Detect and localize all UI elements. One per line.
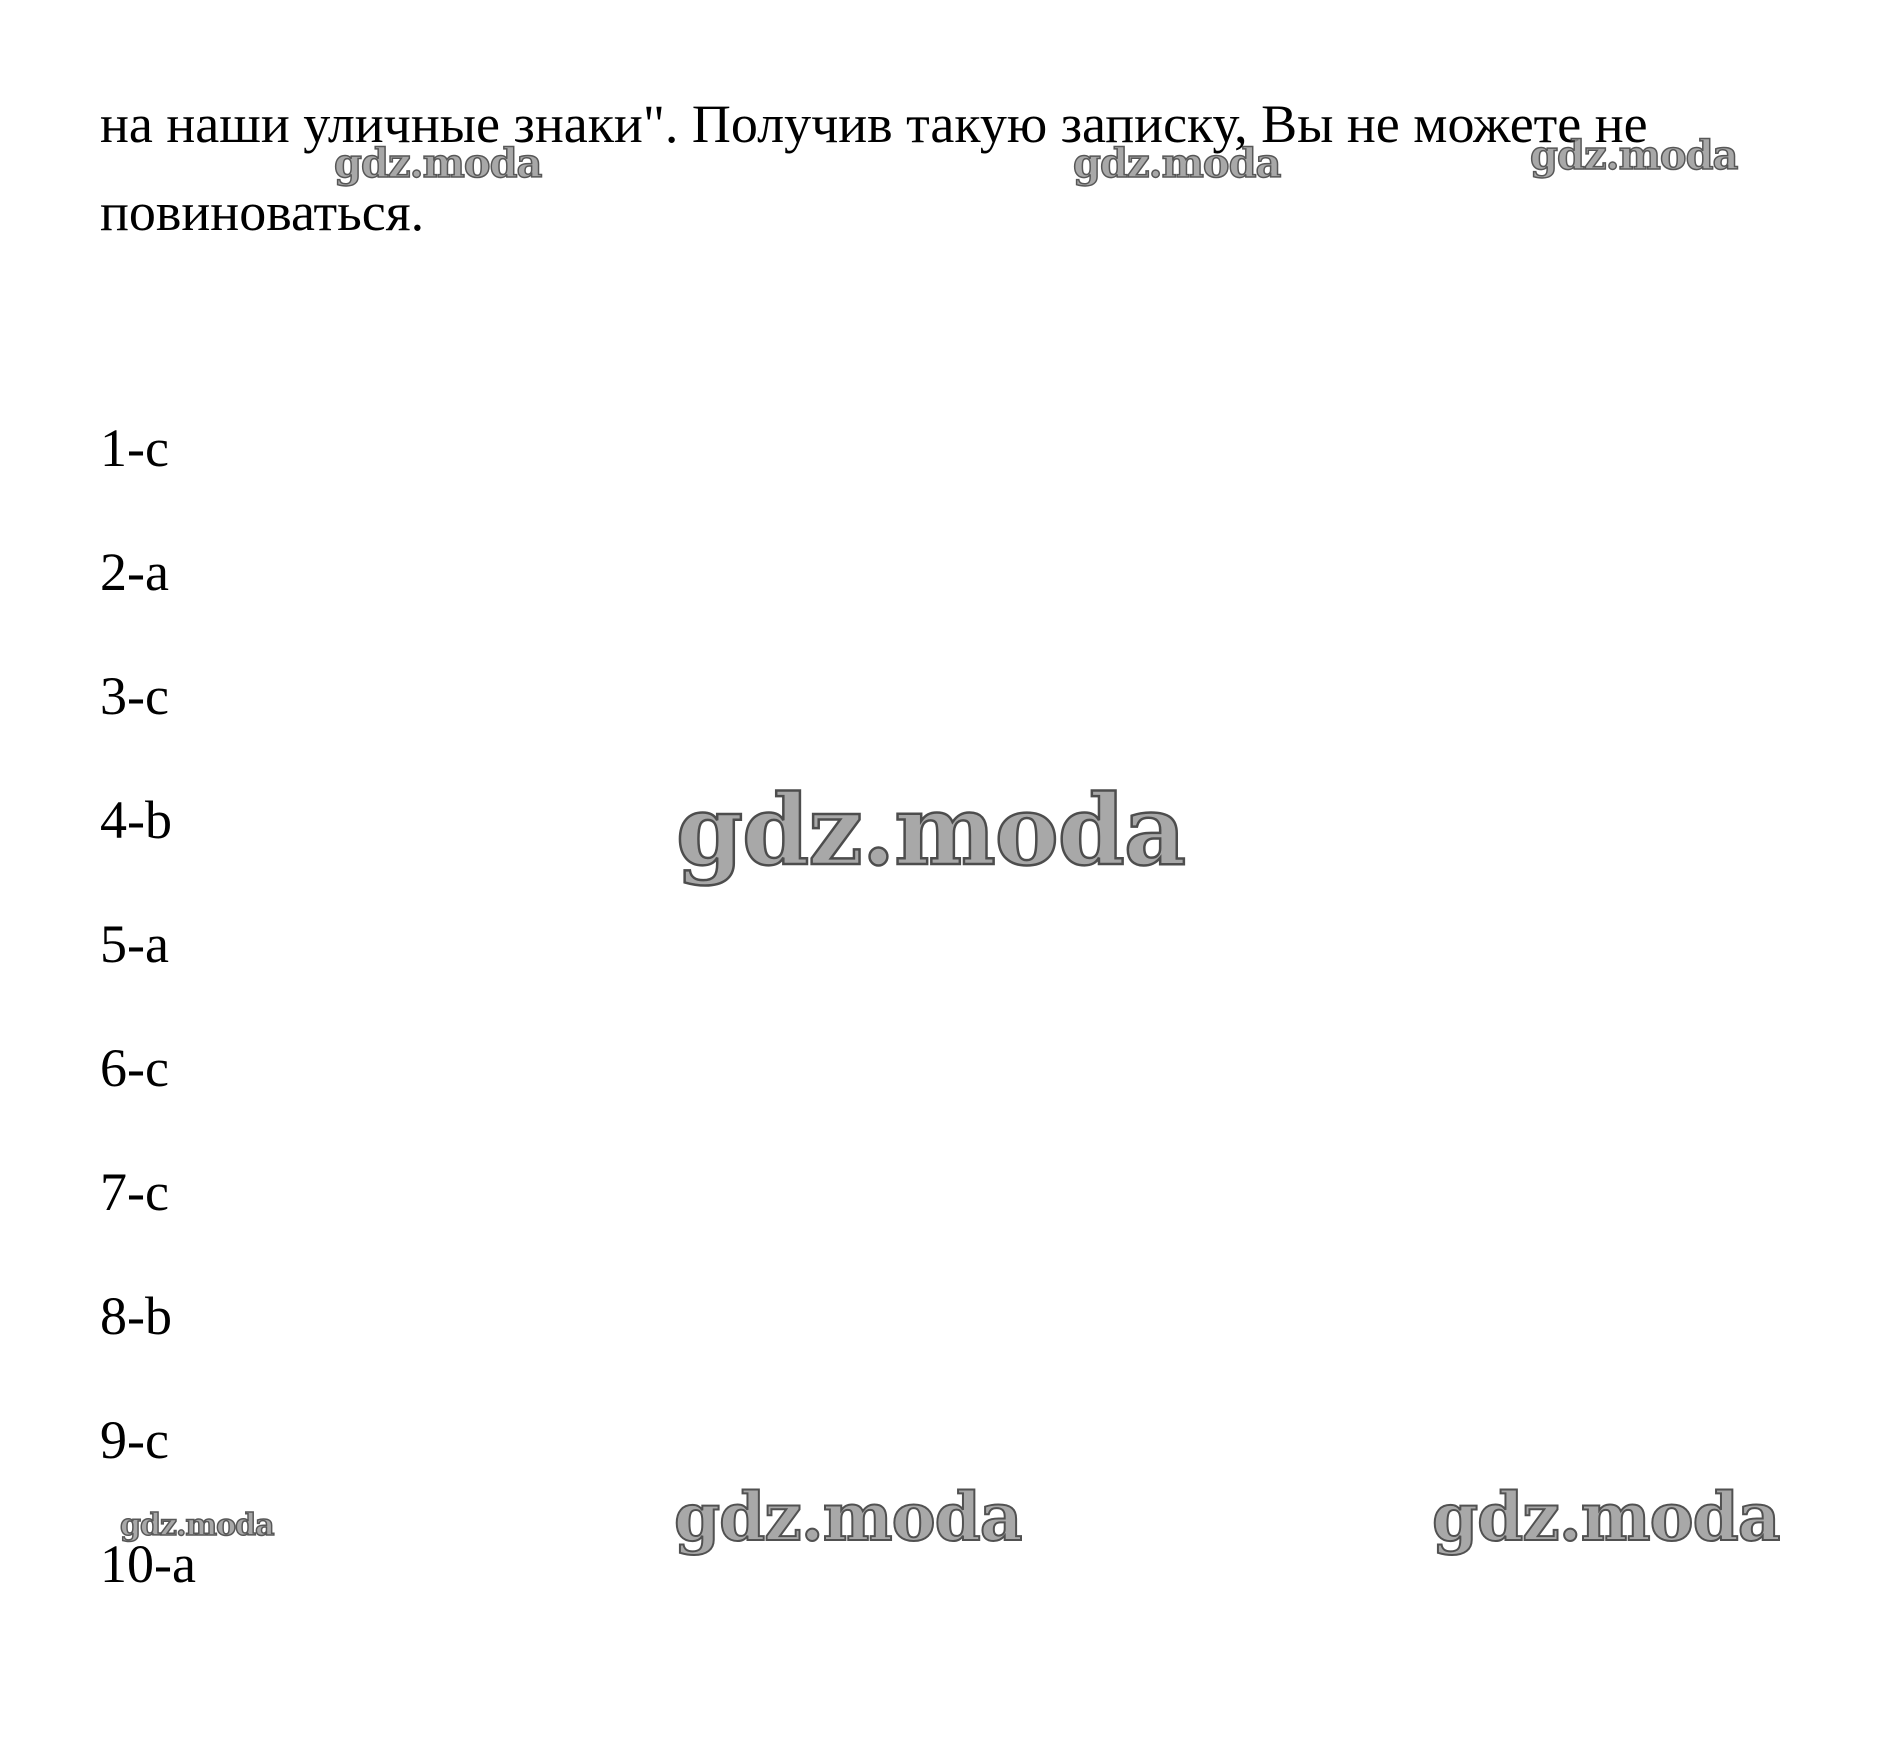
answer-item-7: 7-c [100,1162,169,1222]
watermark: gdz.moda [1530,132,1738,179]
watermark: gdz.moda [676,774,1186,887]
answer-item-4: 4-b [100,790,172,850]
paragraph-text [100,80,1840,256]
answer-item-5: 5-a [100,914,169,974]
paragraph-line-2: повиноваться. [100,182,425,242]
watermark: gdz.moda [120,1508,274,1543]
answer-item-2: 2-a [100,542,169,602]
watermark: gdz.moda [674,1478,1022,1556]
answer-item-9: 9-c [100,1410,169,1470]
watermark: gdz.moda [1073,140,1281,187]
answer-item-3: 3-c [100,666,169,726]
watermark: gdz.moda [334,140,542,187]
answer-item-1: 1-c [100,418,169,478]
answer-item-8: 8-b [100,1286,172,1346]
watermark: gdz.moda [1432,1478,1780,1556]
answer-item-10: 10-a [100,1534,196,1594]
answer-item-6: 6-c [100,1038,169,1098]
paragraph-line-1: на наши уличные знаки". Получив такую записку, Вы не можете не [100,94,1648,154]
